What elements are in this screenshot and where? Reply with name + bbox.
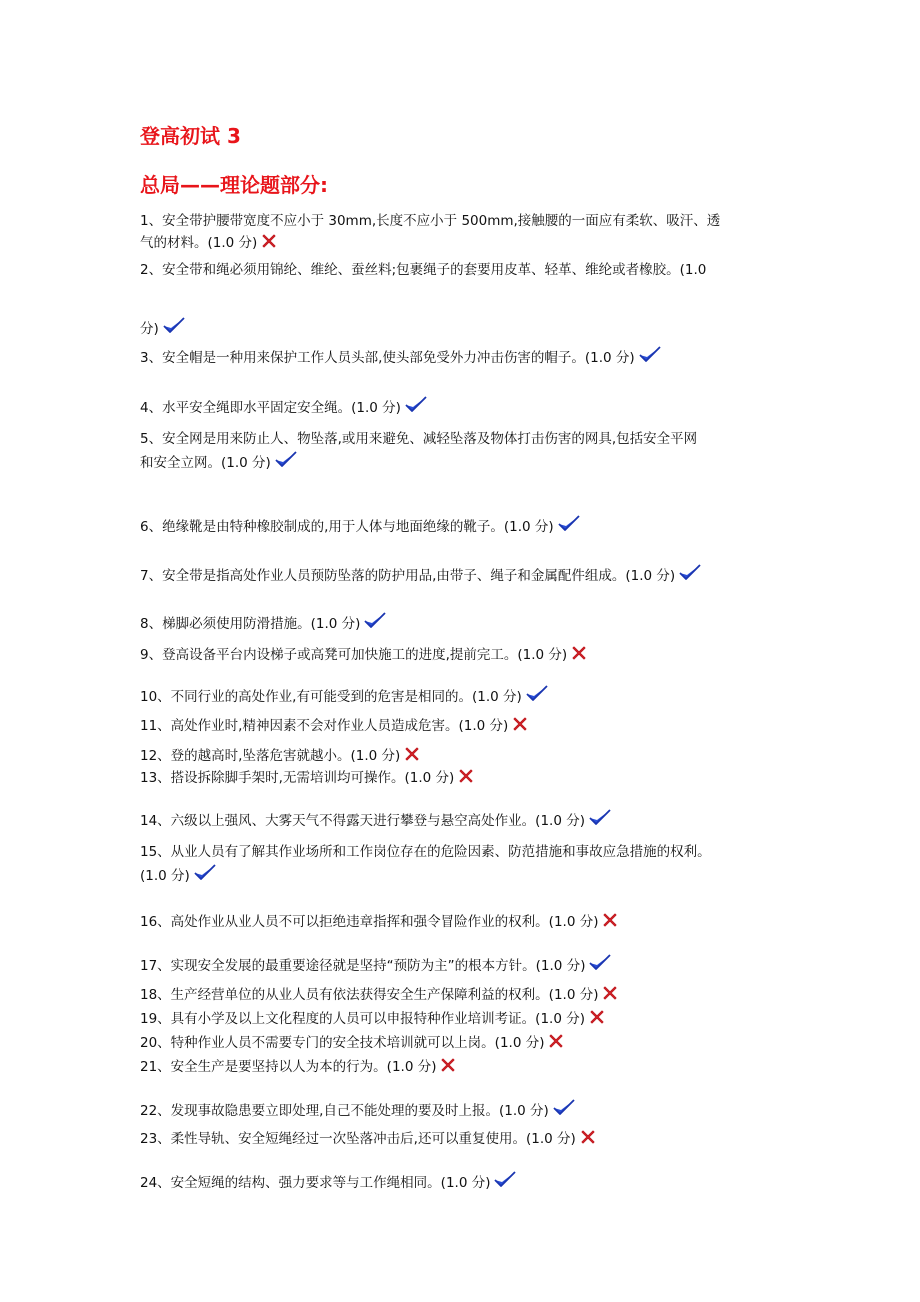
question-item (140, 346, 790, 368)
check-mark-icon (589, 954, 611, 972)
question-text: 21、安全生产是要坚持以人为本的行为。(1.0 分) (140, 1059, 437, 1075)
question-text: 1、安全带护腰带宽度不应小于 30mm,长度不应小于 500mm,接触腰的一面应有柔软、吸汗、透 (140, 213, 721, 229)
check-mark-icon (679, 564, 701, 582)
check-mark-icon (494, 1171, 516, 1189)
question-item (140, 1099, 790, 1121)
question-text: 12、登的越高时,坠落危害就越小。(1.0 分) (140, 748, 401, 764)
question-text: 6、绝缘靴是由特种橡胶制成的,用于人体与地面绝缘的靴子。(1.0 分) (140, 519, 554, 535)
question-item (140, 1171, 790, 1193)
question-text: 24、安全短绳的结构、强力要求等与工作绳相同。(1.0 分) (140, 1175, 491, 1191)
question-item (140, 716, 790, 736)
question-item (140, 1057, 790, 1077)
section-heading: 总局——理论题部分: (140, 173, 328, 197)
check-mark-icon (558, 515, 580, 533)
question-text-continued: (1.0 分) (140, 868, 190, 884)
question-text: 13、搭设拆除脚手架时,无需培训均可操作。(1.0 分) (140, 770, 455, 786)
question-text: 17、实现安全发展的最重要途径就是坚持“预防为主”的根本方针。(1.0 分) (140, 958, 586, 974)
question-text: 18、生产经营单位的从业人员有依法获得安全生产保障利益的权利。(1.0 分) (140, 987, 599, 1003)
check-mark-icon (405, 396, 427, 414)
question-text: 7、安全带是指高处作业人员预防坠落的防护用品,由带子、绳子和金属配件组成。(1.0 分) (140, 568, 676, 584)
question-item (140, 515, 790, 537)
cross-mark-icon (571, 645, 587, 661)
question-item (140, 396, 790, 418)
cross-mark-icon (440, 1057, 456, 1073)
cross-mark-icon (602, 912, 618, 928)
question-text: 14、六级以上强风、大雾天气不得露天进行攀登与悬空高处作业。(1.0 分) (140, 813, 585, 829)
cross-mark-icon (261, 233, 277, 249)
question-text-continued: 气的材料。(1.0 分) (140, 235, 258, 251)
cross-mark-icon (458, 768, 474, 784)
check-mark-icon (639, 346, 661, 364)
question-text: 8、梯脚必须使用防滑措施。(1.0 分) (140, 616, 361, 632)
question-text-continued: 分) (140, 321, 159, 337)
question-text: 15、从业人员有了解其作业场所和工作岗位存在的危险因素、防范措施和事故应急措施的权利。 (140, 844, 711, 860)
question-text: 22、发现事故隐患要立即处理,自己不能处理的要及时上报。(1.0 分) (140, 1103, 549, 1119)
cross-mark-icon (589, 1009, 605, 1025)
check-mark-icon (194, 864, 216, 882)
question-item (140, 1009, 790, 1029)
question-item (140, 1033, 790, 1053)
check-mark-icon (163, 317, 185, 335)
check-mark-icon (553, 1099, 575, 1117)
question-text: 16、高处作业从业人员不可以拒绝违章指挥和强令冒险作业的权利。(1.0 分) (140, 914, 599, 930)
check-mark-icon (526, 685, 548, 703)
question-text-continued: 和安全立网。(1.0 分) (140, 455, 271, 471)
cross-mark-icon (512, 716, 528, 732)
document-title: 登高初试 3 (140, 124, 241, 148)
question-item (140, 645, 790, 665)
question-text: 11、高处作业时,精神因素不会对作业人员造成危害。(1.0 分) (140, 718, 509, 734)
question-text: 4、水平安全绳即水平固定安全绳。(1.0 分) (140, 400, 401, 416)
question-item (140, 685, 790, 707)
question-continuation (140, 864, 790, 886)
cross-mark-icon (548, 1033, 564, 1049)
cross-mark-icon (404, 746, 420, 762)
check-mark-icon (275, 451, 297, 469)
question-item (140, 809, 790, 831)
question-item (140, 912, 790, 932)
question-item (140, 564, 790, 586)
question-text: 3、安全帽是一种用来保护工作人员头部,使头部免受外力冲击伤害的帽子。(1.0 分) (140, 350, 635, 366)
cross-mark-icon (602, 985, 618, 1001)
question-item (140, 746, 790, 766)
question-text: 23、柔性导轨、安全短绳经过一次坠落冲击后,还可以重复使用。(1.0 分) (140, 1131, 576, 1147)
question-text: 2、安全带和绳必须用锦纶、维纶、蚕丝料;包裹绳子的套要用皮革、轻革、维纶或者橡胶。(1.0 (140, 262, 707, 278)
question-item (140, 612, 790, 634)
check-mark-icon (589, 809, 611, 827)
question-item (140, 954, 790, 976)
question-item (140, 985, 790, 1005)
question-item (140, 429, 790, 473)
question-item (140, 842, 790, 886)
question-continuation (140, 451, 790, 473)
cross-mark-icon (580, 1129, 596, 1145)
question-continuation (140, 233, 790, 253)
question-text: 19、具有小学及以上文化程度的人员可以申报特种作业培训考证。(1.0 分) (140, 1011, 585, 1027)
question-text: 9、登高设备平台内设梯子或高凳可加快施工的进度,提前完工。(1.0 分) (140, 647, 568, 663)
question-item (140, 768, 790, 788)
question-text: 20、特种作业人员不需要专门的安全技术培训就可以上岗。(1.0 分) (140, 1035, 545, 1051)
question-text: 10、不同行业的高处作业,有可能受到的危害是相同的。(1.0 分) (140, 689, 522, 705)
question-text: 5、安全网是用来防止人、物坠落,或用来避免、减轻坠落及物体打击伤害的网具,包括安全平网 (140, 431, 698, 447)
check-mark-icon (364, 612, 386, 630)
question-item (140, 1129, 790, 1149)
question-continuation (140, 317, 790, 339)
question-item (140, 211, 790, 253)
question-item (140, 260, 790, 339)
